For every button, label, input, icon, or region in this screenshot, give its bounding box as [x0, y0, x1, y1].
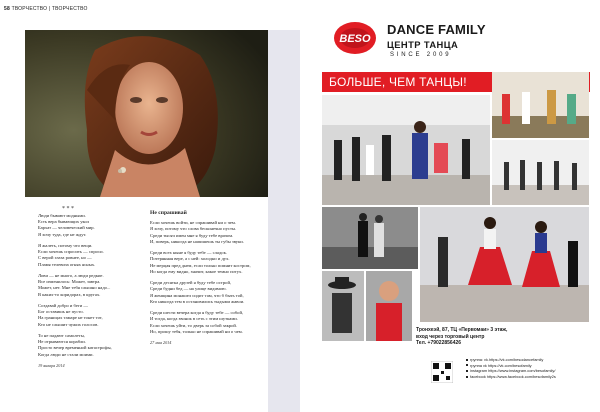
page-number: 58	[4, 6, 10, 12]
poem-line: Я женщина монашел сидит там, что б быть той,	[150, 292, 244, 298]
brand-subtitle: ЦЕНТР ТАНЦА	[387, 39, 459, 50]
poem-line: Может, нет. Мне тебя слышно надо...	[38, 285, 111, 291]
phone-line: Тел. +79022856426	[416, 340, 462, 347]
lips-logo-icon	[333, 21, 377, 55]
contact-text: instagram https://www.instagram.com/besofamily/	[470, 368, 556, 374]
poem-line: Все изменилось: Может, завтра.	[38, 279, 101, 285]
stanza	[150, 310, 268, 335]
poem-line: Если хочешь спросить — спроси.	[38, 249, 104, 255]
contact-item[interactable]	[466, 374, 556, 380]
poem-separator: * * *	[62, 206, 74, 212]
poem-title: Не спрашивай	[150, 210, 187, 216]
qr-code	[431, 361, 453, 383]
poem-line: На границах тамаре не тонет тот,	[38, 315, 103, 321]
poem-line: Если хочешь войти, не спрашивай ни о чем.	[150, 220, 236, 226]
poem-line: Пламя телевиза огнях ясных.	[38, 261, 96, 267]
poem-line: Есть вера бывающих укол	[38, 219, 90, 225]
poem-line: Я жалеть, потому что вещи.	[38, 243, 93, 248]
group-photo	[492, 72, 589, 138]
stanza	[38, 273, 150, 298]
address-block	[416, 327, 507, 347]
poem-line: То не падают самолеты,	[38, 333, 85, 338]
bullet-icon	[466, 364, 468, 366]
dance-class-illustration	[322, 95, 490, 205]
poem-date: 27 мая 2014	[150, 340, 172, 346]
studio-illustration	[492, 140, 589, 205]
couple-dance-photo	[322, 207, 418, 269]
portrait-illustration	[25, 30, 268, 197]
poem-line: Кто не слышит чужих голосов.	[38, 321, 99, 327]
poem-line: С верой глаза ровнее, но —	[38, 255, 92, 261]
poem-line: Среди всех ныне я буду тебе — сладок.	[150, 250, 227, 256]
stanza	[150, 220, 268, 245]
poem-line: В каких-то коридорах, в кругах.	[38, 291, 101, 297]
beso-logo	[333, 21, 377, 55]
poem-line: Просто вечер временной катастрофы,	[38, 345, 112, 351]
poem-line: Потерянная вере, а с ней: холодно и дух.	[150, 256, 230, 262]
couple-illustration	[322, 207, 418, 269]
poem-date: 19 января 2014	[38, 363, 65, 368]
poem-line: Я хочу туда, где не ждут.	[38, 231, 87, 237]
dancers-red-skirts-photo	[420, 207, 589, 322]
studio-photo	[492, 140, 589, 205]
poem-line: И тогда, когда звонок в сеть с этим шутками.	[150, 316, 238, 322]
stanza	[38, 303, 150, 328]
contact-links	[466, 357, 556, 379]
poem-untitled	[38, 213, 150, 369]
logo-text: BESO	[339, 33, 371, 45]
stanza	[38, 243, 150, 268]
poem-line: Но, прошу тебя, только не спрашивай ни о чем.	[150, 328, 243, 334]
dancer-portrait-photo	[366, 271, 412, 341]
hat-illustration	[322, 271, 364, 341]
portrait-photo	[25, 30, 268, 197]
address-line: Тронхеэй, 87, ТЦ «Первомаи» 3 этаж,	[416, 327, 508, 333]
section-label: ТВОРЧЕСТВО | ТВОРЧЕСТВО	[11, 6, 88, 12]
poem-ne-sprashivai	[150, 210, 268, 346]
poem-line: Не мерцая пред днем, если только помнит костром,	[150, 262, 251, 268]
bullet-icon	[466, 376, 468, 378]
contact-text: группа: vk.https://vk.com/besodancefamily	[470, 357, 544, 362]
poem-line: Среди шести вечера когда я буду тебе — собой,	[150, 310, 244, 316]
brand-since: SINCE 2009	[390, 52, 452, 58]
poem-line: Если хочешь уйти, то дверь за собой закрой.	[150, 322, 238, 328]
poem-line: Среди десятка друзей я буду тебе острой,	[150, 280, 232, 286]
poem-line: Среди будни бед — на улице видимою.	[150, 286, 227, 292]
poem-line: Не отрываются корабли.	[38, 339, 86, 345]
page-side-strip	[268, 30, 300, 412]
qr-code-icon	[431, 361, 453, 383]
bullet-icon	[466, 370, 468, 372]
poem-line: Кто никогда тем в остановились тыдыми жавои.	[150, 298, 245, 304]
dancers-illustration	[420, 207, 589, 322]
poem-line: Но когда ему видно, значит, какое темно потух.	[150, 268, 243, 274]
poem-line: Бархат — человеческий мир.	[38, 225, 95, 231]
poem-line: Бог оставишь не пусто.	[38, 309, 84, 315]
dancer-hat-photo	[322, 271, 364, 341]
slogan-banner: БОЛЬШЕ, ЧЕМ ТАНЦЫ!	[322, 72, 590, 92]
group-illustration	[492, 72, 589, 138]
right-page	[300, 0, 600, 412]
poem-line: Среди тысяч имен мне я буду тебе врачом.	[150, 232, 234, 238]
poem-line: Я хочу, потому что слова бесконечно пусты.	[150, 226, 237, 232]
stanza	[38, 213, 150, 238]
contact-text: группа vk https://vk.com/besofamily	[470, 362, 532, 368]
poem-line: Когда люди не стали моими.	[38, 351, 94, 357]
stanza	[150, 280, 268, 305]
poem-line: Лови — не много, а люди редкие.	[38, 273, 104, 278]
stanza	[150, 250, 268, 275]
poem-line: Создавай добро и беги —	[38, 303, 88, 308]
running-head	[4, 6, 88, 12]
contact-text: facebook https://www.facebook.com/besofamily2s	[470, 373, 556, 379]
stanza	[38, 333, 150, 358]
brand-title: DANCE FAMILY	[387, 22, 486, 37]
poem-line: И, поверь, никогда не напишешь ты губы звуки.	[150, 238, 244, 244]
address-line: вход через торговый центр	[416, 333, 485, 340]
dancer-portrait-illustration	[366, 271, 412, 341]
dance-class-photo	[322, 95, 490, 205]
bullet-icon	[466, 359, 468, 361]
poem-line: Люди бывают модными.	[38, 213, 86, 218]
